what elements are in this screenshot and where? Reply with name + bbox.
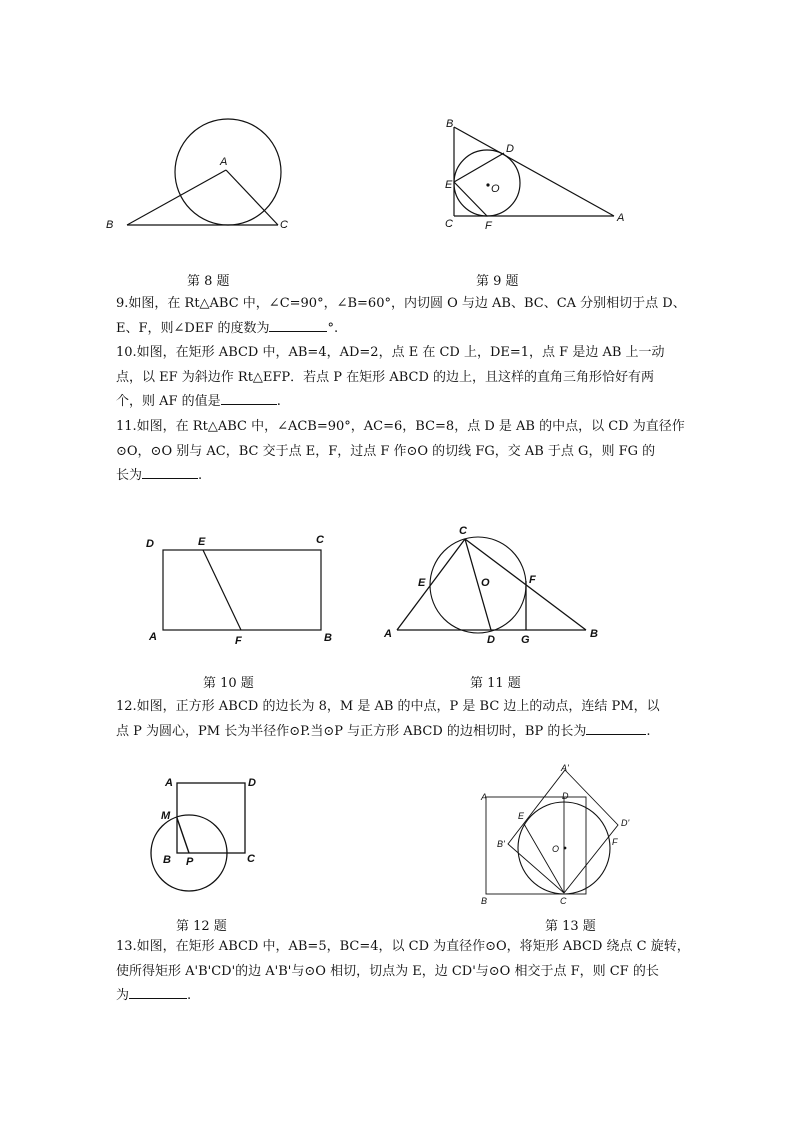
fig10-label-f: F [235,635,242,647]
fig9-label-f: F [485,220,492,232]
figure-8-diagram [100,125,300,240]
fig9-label-c: C [445,218,453,230]
question-10-line-3-text: 个，则 AF 的值是 [116,394,221,409]
question-12 [116,695,681,744]
question-11-line-1: 11.如图，在 Rt△ABC 中，∠ACB=90°，AC=6，BC=8，点 D 是 AB 的中点，以 CD 为直径作 [116,419,685,434]
fig11-label-o: O [481,577,490,589]
question-9-line-2 [116,317,681,342]
question-10-line-2: 点，以 EF 为斜边作 Rt△EFP．若点 P 在矩形 ABCD 的边上，且这样的直角三角形恰好有两 [116,369,655,385]
fig10-label-a: A [149,631,157,643]
figure-8 [100,125,300,240]
answer-blank-10[interactable] [221,392,277,405]
fig11-label-e: E [418,577,426,589]
question-10-line-3-end: . [276,394,281,409]
fig11-label-f: F [529,574,536,586]
question-10 [116,341,681,415]
question-13-line-1: 13.如图，在矩形 ABCD 中，AB=5，BC=4，以 CD 为直径作⊙O，将矩形 ABCD 绕点 C 旋转， [116,939,690,954]
fig13-label-d: D [562,791,569,801]
fig10-label-c: C [316,534,324,546]
fig11-label-g: G [521,634,530,646]
fig13-label-c: C [560,896,567,906]
fig9-label-d: D [506,143,514,155]
question-11-line-3-text: 长为 [116,468,143,483]
fig13-label-f: F [612,837,618,847]
fig11-label-d: D [487,634,495,646]
figure-10-diagram [140,530,340,648]
fig9-label-b: B [446,118,454,130]
question-13-line-3-text: 为 [116,988,130,1003]
caption-fig8: 第 8 题 [187,274,230,289]
question-9-line-2-end: °. [327,320,339,336]
figure-13 [478,760,648,908]
fig13-label-a-prime: A' [561,763,569,773]
answer-blank-11[interactable] [142,466,198,479]
question-12-line-2-end: . [646,723,651,739]
answer-blank-12[interactable] [586,722,646,735]
fig13-label-b-prime: B' [497,839,505,849]
question-11 [116,415,685,489]
question-11-line-3-end: . [198,468,203,483]
fig9-label-e: E [445,179,453,191]
fig13-label-e: E [518,811,525,821]
figure-13-diagram [478,760,648,908]
fig12-label-d: D [248,777,256,789]
fig12-label-a: A [165,777,173,789]
question-12-line-2-text: 点 P 为圆心，PM 长为半径作⊙P.当⊙P 与正方形 ABCD 的边相切时，BP 的长为 [116,723,587,739]
figure-11 [380,522,600,647]
fig8-label-a: A [220,156,228,168]
question-13 [116,935,690,1009]
fig8-label-b: B [106,219,114,231]
fig9-label-a: A [617,212,625,224]
fig12-label-m: M [161,810,171,822]
fig10-label-b: B [324,632,332,644]
fig10-label-e: E [198,536,206,548]
answer-blank-13[interactable] [129,986,187,999]
question-10-line-1: 10.如图，在矩形 ABCD 中，AB=4，AD=2，点 E 在 CD 上，DE=1，点 F 是边 AB 上一动 [116,345,665,360]
fig13-label-o: O [552,844,560,854]
fig13-label-d-prime: D' [621,818,630,828]
caption-fig9: 第 9 题 [476,274,519,289]
fig12-label-p: P [186,856,194,868]
figure-12 [148,770,268,900]
question-9-line-1: 9.如图，在 Rt△ABC 中，∠C=90°，∠B=60°，内切圆 O 与边 AB、BC、CA 分别相切于点 D、 [116,296,686,311]
fig12-label-c: C [247,853,255,865]
question-13-line-3 [116,984,681,1009]
fig11-label-c: C [459,525,467,537]
question-12-line-2 [116,720,681,745]
figure-11-diagram [380,522,600,647]
fig11-label-b: B [590,628,598,640]
caption-fig12: 第 12 题 [176,919,227,934]
question-9 [116,292,686,341]
question-11-line-3 [116,464,681,489]
figure-9 [440,118,630,236]
question-13-line-2: 使所得矩形 A'B'CD'的边 A'B'与⊙O 相切，切点为 E，边 CD'与⊙O 相交于点 F，则 CF 的长 [116,963,659,979]
fig10-label-d: D [146,538,154,550]
fig9-label-o: O [491,183,500,195]
fig13-label-b: B [481,896,488,906]
caption-fig13: 第 13 题 [545,919,596,934]
question-10-line-3 [116,390,681,415]
fig8-label-c: C [280,219,288,231]
figure-10 [140,530,340,648]
fig13-label-a: A [481,792,488,802]
figure-9-diagram [440,118,630,236]
fig11-label-a: A [384,628,392,640]
question-11-line-2: ⊙O，⊙O 别与 AC，BC 交于点 E，F，过点 F 作⊙O 的切线 FG，交 AB 于点 G，则 FG 的 [116,443,656,459]
answer-blank-9[interactable] [269,319,327,332]
question-9-line-2-text: E、F，则∠DEF 的度数为 [116,320,270,336]
question-12-line-1: 12.如图，正方形 ABCD 的边长为 8，M 是 AB 的中点，P 是 BC 边上的动点，连结 PM，以 [116,699,660,714]
question-13-line-3-end: . [187,988,192,1003]
caption-fig11: 第 11 题 [470,676,521,691]
fig12-label-b: B [163,854,171,866]
figure-12-diagram [148,770,268,900]
caption-fig10: 第 10 题 [203,676,254,691]
